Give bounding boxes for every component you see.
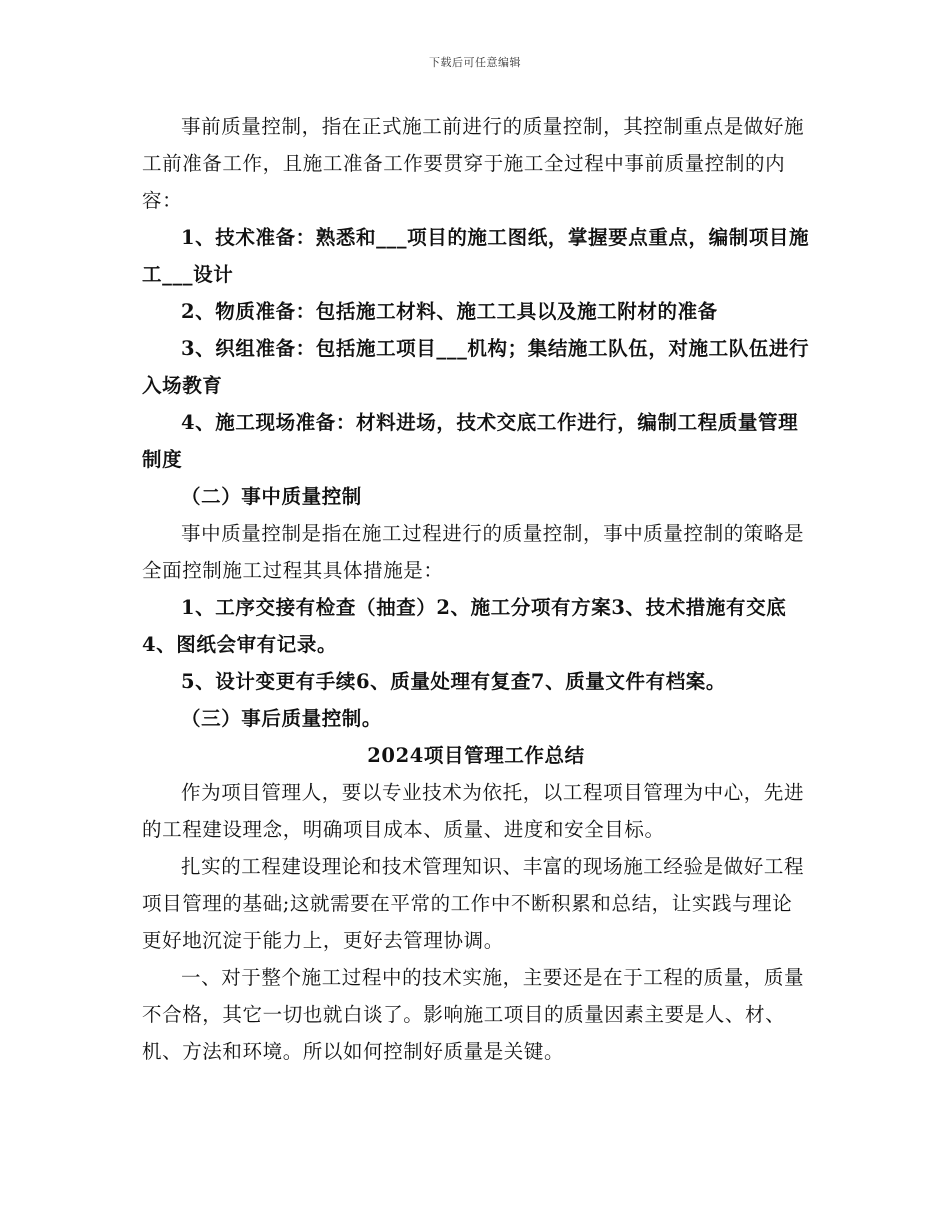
paragraph-pre-control-intro: 事前质量控制，指在正式施工前进行的质量控制，其控制重点是做好施工前准备工作，且施工准备工作要贯穿于施工全过程中事前质量控制的内容： (142, 115, 805, 212)
paragraph-foundation: 扎实的工程建设理论和技术管理知识、丰富的现场施工经验是做好工程项目管理的基础;这就需要在平常的工作中不断积累和总结，让实践与理论更好地沉淀于能力上，更好去管理协调。 (142, 855, 805, 952)
section-heading-post-control: （三）事后质量控制。 (181, 707, 383, 730)
document-body (142, 108, 810, 1070)
list-measures-1-4: 1、工序交接有检查（抽查）2、施工分项有方案3、技术措施有交底4、图纸会审有记录。 (142, 596, 787, 656)
list-item-material-prep: 2、物质准备：包括施工材料、施工工具以及施工附材的准备 (181, 300, 718, 323)
page-header: 下载后可任意编辑 (429, 56, 521, 69)
paragraph-project-manager: 作为项目管理人，要以专业技术为依托，以工程项目管理为中心，先进的工程建设理念，明确项目成本、质量、进度和安全目标。 (142, 781, 805, 841)
document-title: 2024项目管理工作总结 (367, 744, 585, 767)
section-heading-in-process-control: （二）事中质量控制 (181, 485, 362, 508)
list-item-technical-prep: 1、技术准备：熟悉和___项目的施工图纸，掌握要点重点，编制项目施工___设计 (142, 226, 810, 286)
list-item-site-prep: 4、施工现场准备：材料进场，技术交底工作进行，编制工程质量管理制度 (142, 411, 799, 471)
paragraph-quality-key: 一、对于整个施工过程中的技术实施，主要还是在于工程的质量，质量不合格，其它一切也就白谈了。影响施工项目的质量因素主要是人、材、机、方法和环境。所以如何控制好质量是关键。 (142, 966, 805, 1063)
list-measures-5-7: 5、设计变更有手续6、质量处理有复查7、质量文件有档案。 (181, 670, 727, 693)
paragraph-in-process-control: 事中质量控制是指在施工过程进行的质量控制，事中质量控制的策略是全面控制施工过程其具体措施是： (142, 522, 805, 582)
list-item-organization-prep: 3、织组准备：包括施工项目___机构；集结施工队伍，对施工队伍进行入场教育 (142, 337, 810, 397)
